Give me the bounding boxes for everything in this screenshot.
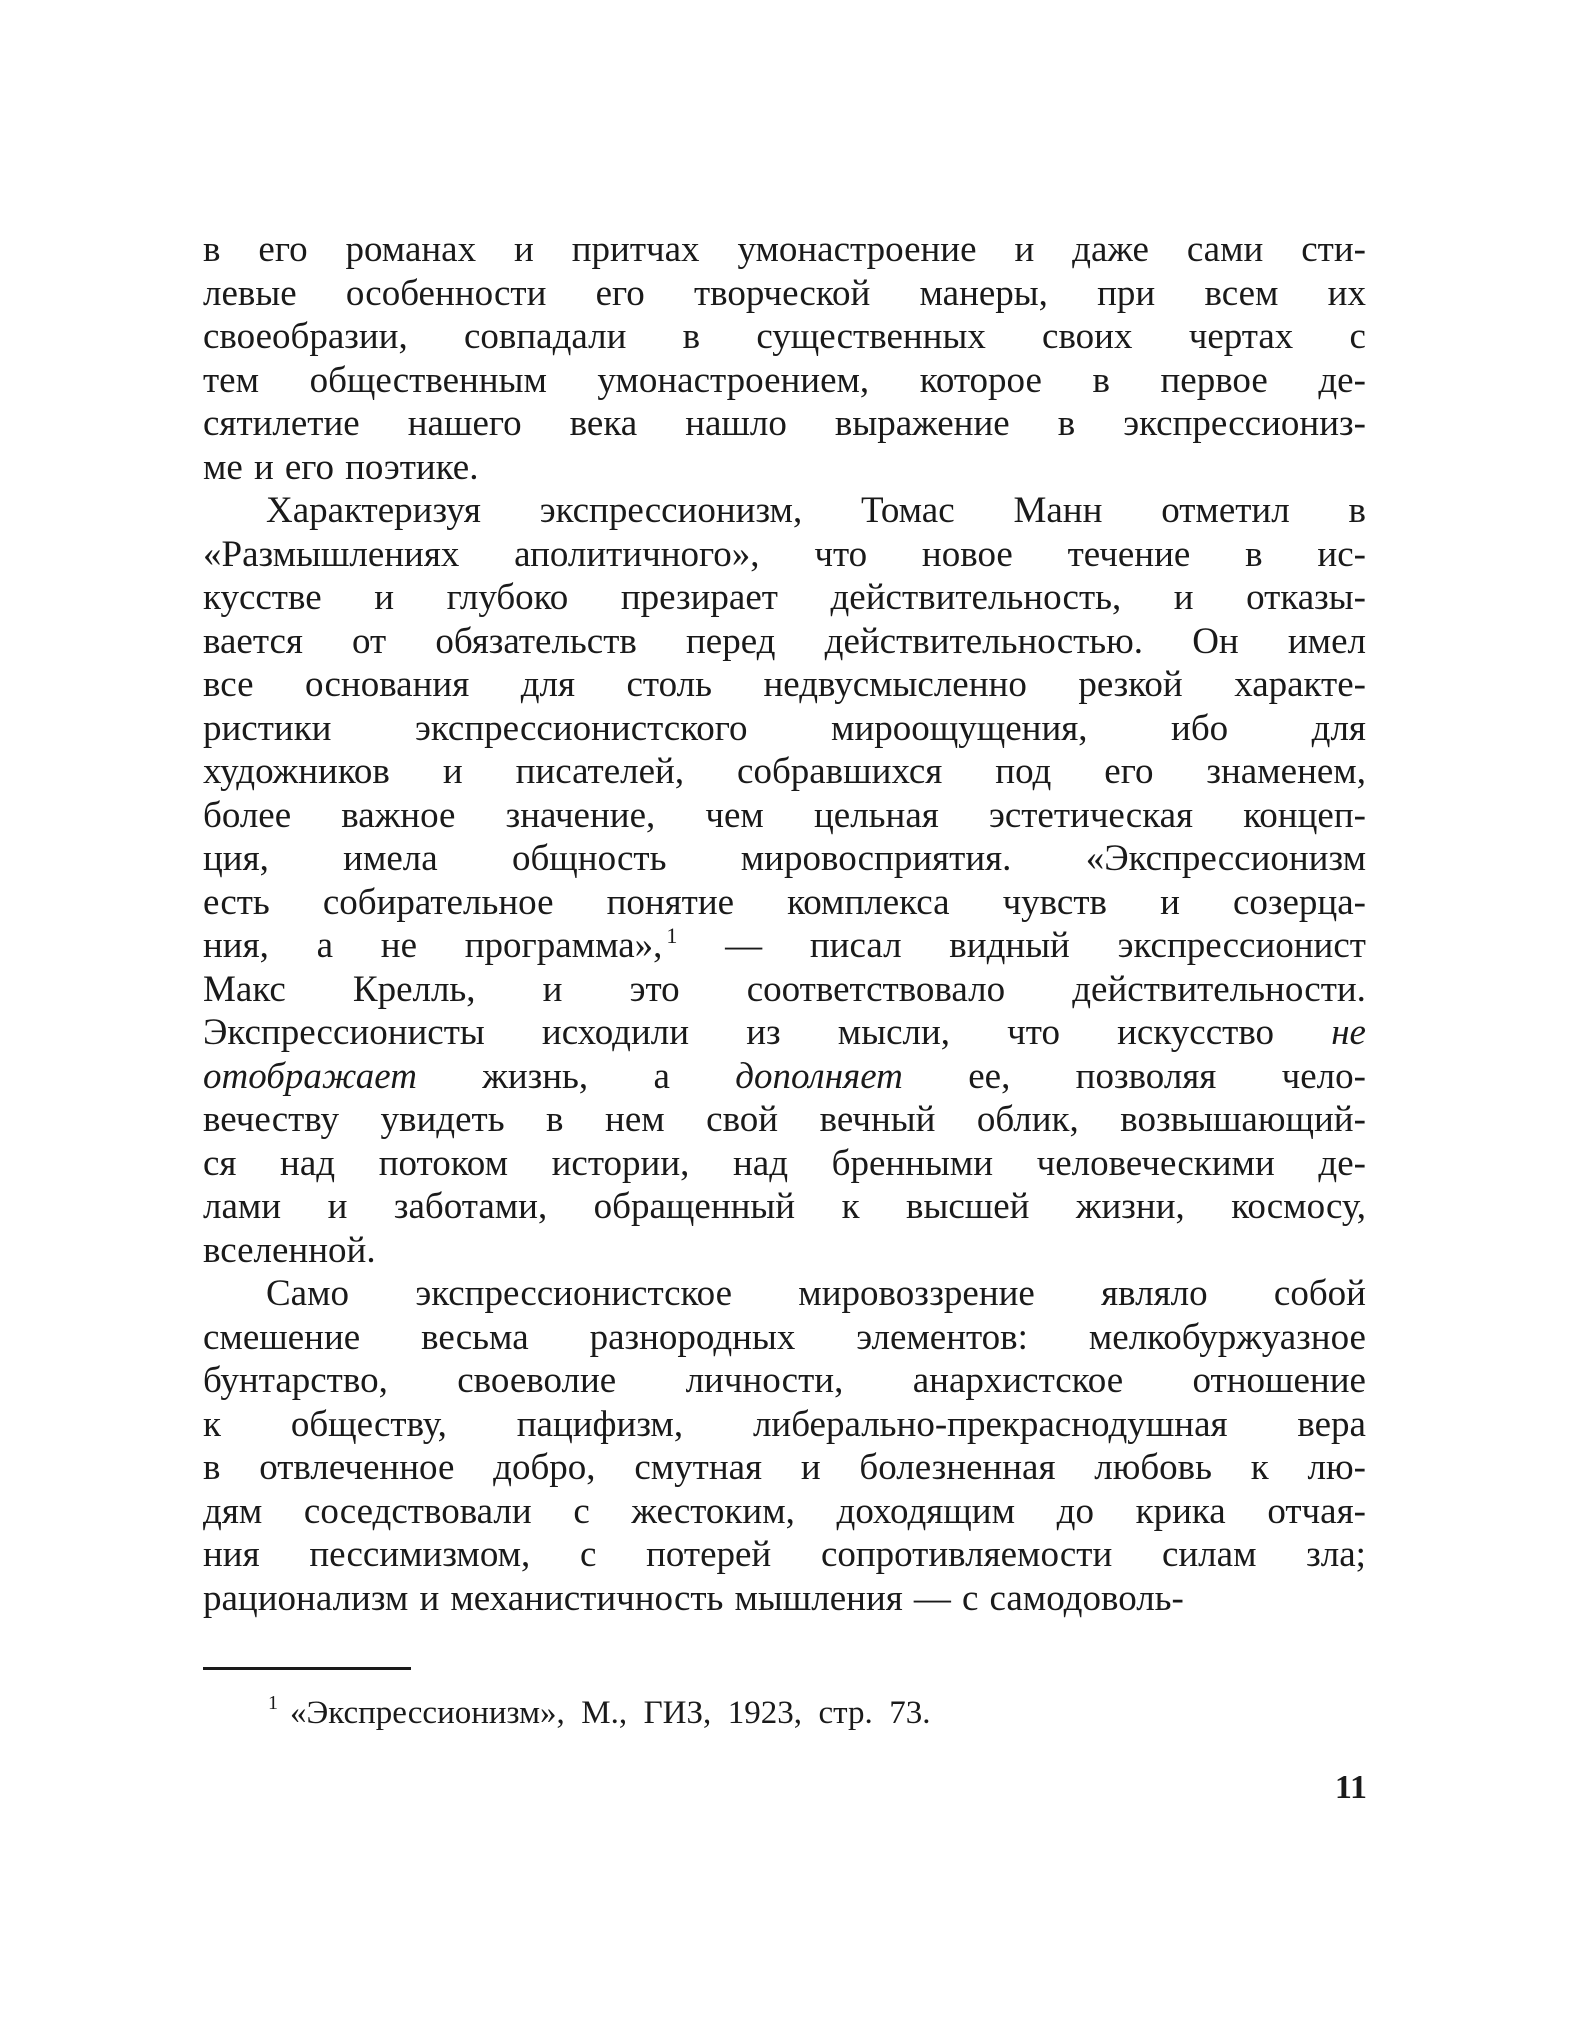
word: собой bbox=[1273, 1273, 1366, 1314]
word: добро, bbox=[493, 1447, 596, 1488]
word: более bbox=[203, 794, 292, 836]
word: до bbox=[1056, 1490, 1094, 1532]
word: важное bbox=[341, 794, 456, 836]
word: чертах bbox=[1188, 316, 1294, 357]
word: недвусмысленно bbox=[763, 664, 1027, 705]
word: вера bbox=[1297, 1403, 1366, 1445]
word: вается bbox=[203, 620, 303, 662]
word: даже bbox=[1072, 229, 1149, 270]
word: века bbox=[569, 403, 638, 444]
word: заботами, bbox=[393, 1186, 548, 1227]
word: весьма bbox=[421, 1316, 529, 1358]
word: либерально-прекраснодушная bbox=[752, 1403, 1228, 1445]
word: имела bbox=[343, 838, 438, 879]
word: высшей bbox=[906, 1186, 1030, 1227]
text-line bbox=[203, 1142, 1366, 1186]
word: де- bbox=[1318, 359, 1366, 401]
word: отказы- bbox=[1246, 577, 1366, 618]
word: романах bbox=[345, 229, 477, 270]
footnote-text: «Экспрессионизм», М., ГИЗ, 1923, стр. 73. bbox=[290, 1695, 931, 1731]
word: его bbox=[1104, 751, 1154, 792]
word: и bbox=[442, 751, 463, 792]
word: де- bbox=[1318, 1142, 1366, 1184]
word: потерей bbox=[646, 1534, 772, 1575]
word: личности, bbox=[685, 1360, 844, 1401]
word: к bbox=[1250, 1447, 1269, 1488]
word: человеческими bbox=[1036, 1142, 1275, 1184]
word: характе- bbox=[1234, 664, 1366, 705]
word: анархистское bbox=[912, 1360, 1124, 1401]
footnote bbox=[268, 1693, 931, 1737]
word: сопротивляемости bbox=[820, 1534, 1113, 1575]
word: жестоким, bbox=[631, 1490, 795, 1532]
text-line bbox=[203, 1359, 1366, 1403]
word: мысли, bbox=[837, 1012, 951, 1053]
text-line bbox=[203, 968, 1366, 1012]
text-line bbox=[203, 1185, 1366, 1229]
word: экспрессионист bbox=[1117, 925, 1366, 966]
word: жизни, bbox=[1075, 1186, 1185, 1227]
word: соседствовали bbox=[303, 1490, 532, 1532]
word: самодоволь- bbox=[989, 1577, 1184, 1619]
word: перед bbox=[686, 620, 776, 662]
word: знаменем, bbox=[1206, 751, 1366, 792]
word: тем bbox=[203, 359, 260, 401]
word: в bbox=[203, 1447, 221, 1488]
word: программа», $^1$ bbox=[464, 923, 678, 966]
word: а bbox=[316, 925, 334, 966]
page-number: 11 bbox=[1334, 1769, 1367, 1806]
word: ис- bbox=[1317, 533, 1366, 575]
text-line bbox=[203, 1490, 1366, 1534]
word: ния bbox=[203, 1534, 260, 1575]
word: обществу, bbox=[290, 1403, 447, 1445]
word: мировосприятия. bbox=[740, 838, 1012, 879]
word: в bbox=[1245, 533, 1263, 575]
word: и bbox=[1173, 577, 1194, 618]
word: Характеризуя bbox=[266, 490, 481, 531]
word: чем bbox=[705, 794, 764, 836]
word: особенности bbox=[345, 272, 547, 314]
word: писателей, bbox=[515, 751, 685, 792]
word: Он bbox=[1192, 620, 1239, 662]
body-text bbox=[203, 228, 1366, 1620]
word: притчах bbox=[571, 229, 700, 270]
word: ме bbox=[203, 446, 243, 488]
word: их bbox=[1327, 272, 1366, 314]
word: поэтике. bbox=[345, 446, 479, 488]
word: Манн bbox=[1013, 490, 1103, 531]
word: ция, bbox=[203, 838, 269, 879]
word: бренными bbox=[831, 1142, 994, 1184]
text-line bbox=[203, 620, 1366, 664]
word: действительность, bbox=[830, 577, 1122, 618]
footnote-reference: 1 bbox=[666, 923, 678, 948]
word: в bbox=[682, 316, 701, 357]
word: Макс bbox=[203, 968, 286, 1010]
word: из bbox=[746, 1012, 781, 1053]
text-line bbox=[203, 228, 1366, 272]
text-line bbox=[203, 315, 1366, 359]
word: мировоззрение bbox=[798, 1273, 1035, 1314]
word: возвышающий- bbox=[1120, 1099, 1366, 1140]
word: столь bbox=[626, 664, 712, 705]
word: писал bbox=[809, 925, 902, 966]
word: основания bbox=[305, 664, 470, 705]
text-line bbox=[203, 837, 1366, 881]
word: с bbox=[961, 1577, 979, 1619]
word: космосу, bbox=[1231, 1186, 1366, 1227]
word: собравшихся bbox=[737, 751, 943, 792]
word: всем bbox=[1204, 272, 1279, 314]
word: эстетическая bbox=[988, 794, 1194, 836]
word: в bbox=[1092, 359, 1110, 401]
word: позволяя bbox=[1075, 1055, 1217, 1097]
word: при bbox=[1097, 272, 1156, 314]
word: чувств bbox=[1002, 881, 1107, 923]
word: вселенной. bbox=[203, 1229, 376, 1271]
word: своеобразии, bbox=[203, 316, 408, 357]
word: и bbox=[327, 1186, 348, 1227]
word: экспрессиониз- bbox=[1123, 403, 1366, 444]
word: своих bbox=[1042, 316, 1133, 357]
word: к bbox=[841, 1186, 860, 1227]
word: дополняет bbox=[735, 1055, 903, 1097]
word: это bbox=[629, 968, 680, 1010]
text-line bbox=[203, 663, 1366, 707]
word: ния, bbox=[203, 925, 269, 966]
word: Само bbox=[266, 1273, 350, 1314]
word: общественным bbox=[309, 359, 547, 401]
text-line bbox=[203, 1316, 1366, 1360]
word: Крелль, bbox=[352, 968, 476, 1010]
word: пессимизмом, bbox=[309, 1534, 531, 1575]
text-line bbox=[203, 1272, 1366, 1316]
word: пацифизм, bbox=[516, 1403, 684, 1445]
word: жизнь, bbox=[482, 1055, 589, 1097]
word: экспрессионистского bbox=[414, 707, 748, 749]
word: есть bbox=[203, 881, 270, 923]
word: отчая- bbox=[1267, 1490, 1366, 1532]
word: его bbox=[258, 229, 308, 270]
word: и bbox=[419, 1577, 440, 1619]
word: новое bbox=[921, 533, 1013, 575]
text-line bbox=[203, 489, 1366, 533]
word: дям bbox=[203, 1490, 263, 1532]
word: мироощущения, bbox=[831, 707, 1088, 749]
text-line bbox=[203, 1577, 1366, 1621]
word: бунтарство, bbox=[203, 1360, 388, 1401]
word: в bbox=[1057, 403, 1076, 444]
word: его bbox=[595, 272, 645, 314]
word: облик, bbox=[976, 1099, 1079, 1140]
word: не bbox=[1331, 1012, 1366, 1053]
word: искусство bbox=[1117, 1012, 1275, 1053]
word: ее, bbox=[968, 1055, 1011, 1097]
text-line bbox=[203, 576, 1366, 620]
word: видный bbox=[949, 925, 1070, 966]
word: под bbox=[995, 751, 1052, 792]
word: нем bbox=[605, 1099, 665, 1140]
word: крика bbox=[1135, 1490, 1226, 1532]
word: мелкобуржуазное bbox=[1088, 1316, 1366, 1358]
word: исходили bbox=[541, 1012, 690, 1053]
word: нашего bbox=[407, 403, 522, 444]
text-line bbox=[203, 359, 1366, 403]
word: глубоко bbox=[446, 577, 569, 618]
word: в bbox=[203, 229, 221, 270]
word: увидеть bbox=[380, 1099, 505, 1140]
word: созерца- bbox=[1232, 881, 1366, 923]
word: в bbox=[1348, 490, 1366, 531]
text-line bbox=[203, 794, 1366, 838]
word: а bbox=[653, 1055, 670, 1097]
word: «Экспрессионизм bbox=[1085, 838, 1366, 879]
word: и bbox=[1160, 881, 1180, 923]
word: левые bbox=[203, 272, 297, 314]
word: имел bbox=[1287, 620, 1366, 662]
word: презирает bbox=[620, 577, 778, 618]
text-line bbox=[203, 881, 1366, 925]
word: для bbox=[1311, 707, 1366, 749]
word: что bbox=[814, 533, 868, 575]
word: общность bbox=[511, 838, 667, 879]
word: в bbox=[546, 1099, 564, 1140]
word: лами bbox=[203, 1186, 282, 1227]
word: художников bbox=[203, 751, 390, 792]
word: обязательств bbox=[435, 620, 637, 662]
word: смутная bbox=[634, 1447, 763, 1488]
word: доходящим bbox=[836, 1490, 1015, 1532]
word: и bbox=[253, 446, 274, 488]
word: кусстве bbox=[203, 577, 322, 618]
word: «Размышлениях bbox=[203, 533, 460, 575]
word: зла; bbox=[1306, 1534, 1366, 1575]
word: совпадали bbox=[463, 316, 627, 357]
word: выражение bbox=[834, 403, 1010, 444]
text-line bbox=[203, 1098, 1366, 1142]
word: с bbox=[579, 1534, 597, 1575]
text-line bbox=[203, 1533, 1366, 1577]
word: понятие bbox=[606, 881, 735, 923]
word: экспрессионизм, bbox=[539, 490, 803, 531]
word: свой bbox=[706, 1099, 779, 1140]
text-line bbox=[203, 924, 1366, 968]
word: аполитичного», bbox=[514, 533, 760, 575]
word: соответствовало bbox=[746, 968, 1006, 1010]
word: и bbox=[800, 1447, 821, 1488]
word: вечный bbox=[819, 1099, 936, 1140]
word: умонастроением, bbox=[597, 359, 870, 401]
word: действительностью. bbox=[824, 620, 1144, 662]
word: и bbox=[1014, 229, 1035, 270]
word: истории, bbox=[551, 1142, 690, 1184]
word: потоком bbox=[378, 1142, 509, 1184]
word: лю- bbox=[1307, 1447, 1366, 1488]
word: с bbox=[573, 1490, 590, 1532]
paragraph bbox=[203, 489, 1366, 1272]
word: для bbox=[520, 664, 576, 705]
text-line bbox=[203, 1055, 1366, 1099]
word: разнородных bbox=[589, 1316, 796, 1358]
word: от bbox=[352, 620, 387, 662]
word: своеволие bbox=[457, 1360, 617, 1401]
word: являло bbox=[1101, 1273, 1208, 1314]
word: Экспрессионисты bbox=[203, 1012, 485, 1053]
word: мышления bbox=[734, 1577, 903, 1619]
word: смешение bbox=[203, 1316, 361, 1358]
word: сти- bbox=[1301, 229, 1366, 270]
footnote-separator bbox=[203, 1667, 411, 1670]
word: умонастроение bbox=[737, 229, 977, 270]
word: ибо bbox=[1171, 707, 1229, 749]
word: с bbox=[1349, 316, 1366, 357]
word: над bbox=[280, 1142, 336, 1184]
word: ристики bbox=[203, 707, 332, 749]
word: существенных bbox=[756, 316, 986, 357]
word: цельная bbox=[814, 794, 939, 836]
word: и bbox=[374, 577, 395, 618]
word: отображает bbox=[203, 1055, 417, 1097]
text-line bbox=[203, 1403, 1366, 1447]
paragraph bbox=[203, 1272, 1366, 1620]
word: рационализм bbox=[203, 1577, 409, 1619]
text-line bbox=[203, 750, 1366, 794]
text-line bbox=[203, 272, 1366, 316]
word: манеры, bbox=[919, 272, 1048, 314]
word: его bbox=[284, 446, 335, 488]
paragraph bbox=[203, 228, 1366, 489]
text-line bbox=[203, 1011, 1366, 1055]
word: над bbox=[732, 1142, 789, 1184]
word: течение bbox=[1067, 533, 1191, 575]
word: резкой bbox=[1078, 664, 1183, 705]
word: творческой bbox=[694, 272, 871, 314]
text-line bbox=[203, 1446, 1366, 1490]
word: вечеству bbox=[203, 1099, 340, 1140]
word: силам bbox=[1161, 1534, 1257, 1575]
text-line bbox=[203, 707, 1366, 751]
word: к bbox=[203, 1403, 221, 1445]
word: болезненная bbox=[859, 1447, 1056, 1488]
word: собирательное bbox=[322, 881, 554, 923]
word: не bbox=[380, 925, 418, 966]
word: отношение bbox=[1192, 1360, 1366, 1401]
footnote-mark: 1 bbox=[268, 1692, 278, 1714]
word: ся bbox=[203, 1142, 237, 1184]
word: Томас bbox=[861, 490, 955, 531]
word: экспрессионистское bbox=[415, 1273, 732, 1314]
word: что bbox=[1007, 1012, 1060, 1053]
word: отметил bbox=[1161, 490, 1290, 531]
word: любовь bbox=[1094, 1447, 1213, 1488]
word: механистичность bbox=[450, 1577, 724, 1619]
word: — bbox=[725, 925, 763, 966]
word: сами bbox=[1186, 229, 1264, 270]
word: элементов: bbox=[856, 1316, 1028, 1358]
word: нашло bbox=[685, 403, 787, 444]
text-line bbox=[203, 446, 1366, 490]
word: чело- bbox=[1281, 1055, 1366, 1097]
word: отвлеченное bbox=[259, 1447, 455, 1488]
word: которое bbox=[919, 359, 1042, 401]
word: — bbox=[913, 1577, 951, 1619]
word: и bbox=[514, 229, 534, 270]
word: все bbox=[203, 664, 254, 705]
word: первое bbox=[1160, 359, 1268, 401]
word: и bbox=[542, 968, 563, 1010]
text-line bbox=[203, 533, 1366, 577]
word: концеп- bbox=[1243, 794, 1366, 836]
text-line bbox=[203, 402, 1366, 446]
text-line bbox=[203, 1229, 1366, 1273]
word: действительности. bbox=[1072, 968, 1366, 1010]
word: значение, bbox=[505, 794, 656, 836]
word: обращенный bbox=[593, 1186, 796, 1227]
word: сятилетие bbox=[203, 403, 360, 444]
word: комплекса bbox=[787, 881, 950, 923]
